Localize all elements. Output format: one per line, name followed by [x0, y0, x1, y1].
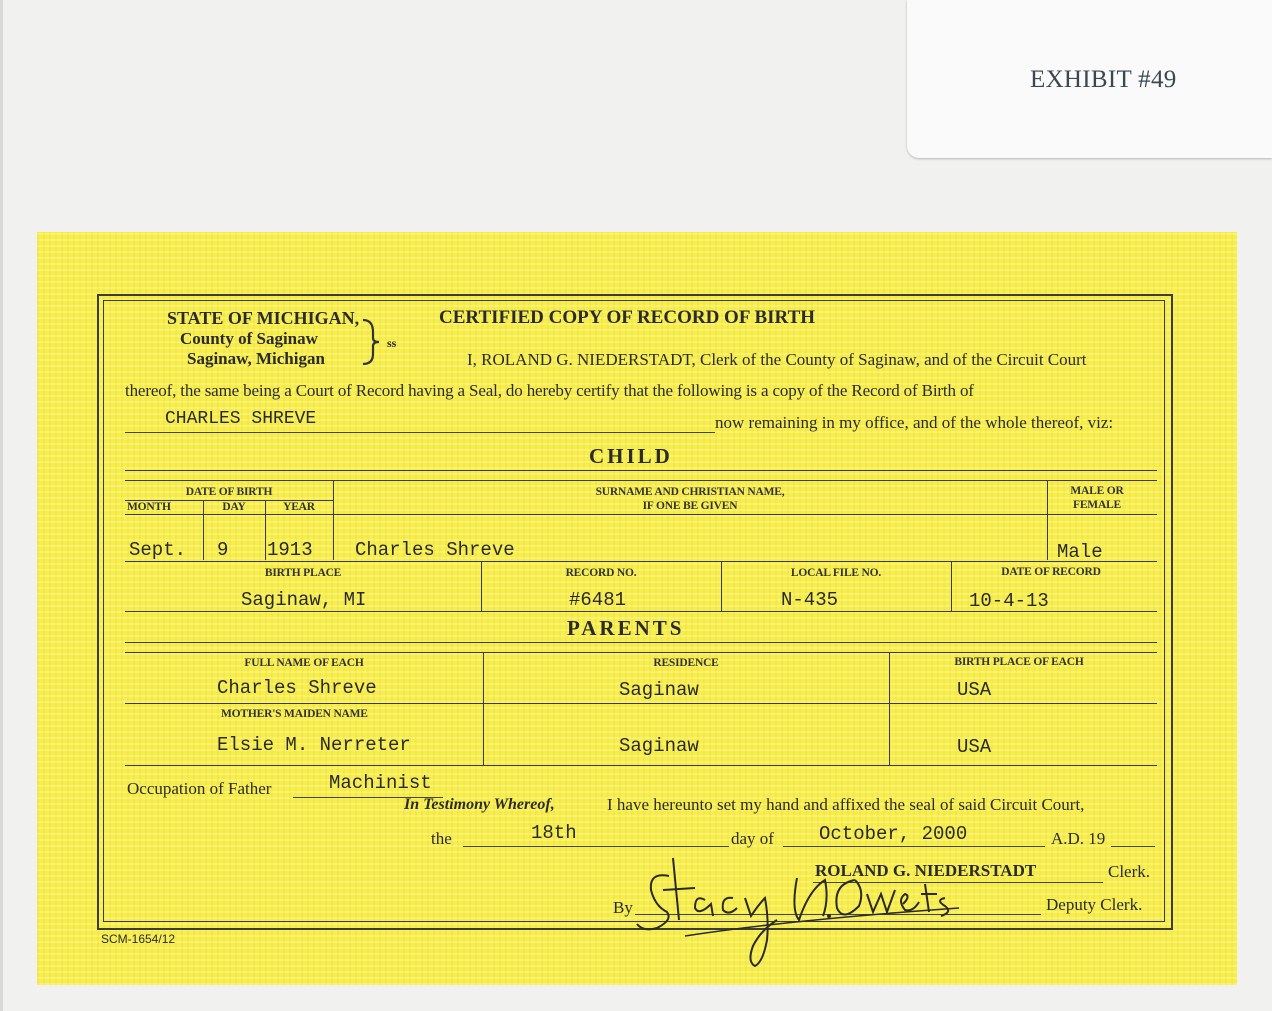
mother-residence: Saginaw	[619, 735, 699, 757]
county-label: County of Saginaw	[180, 329, 318, 348]
day-header: DAY	[222, 501, 246, 513]
day-of-label: day of	[731, 829, 774, 848]
exhibit-label: EXHIBIT #49	[1030, 66, 1177, 93]
clerk-name: ROLAND G. NIEDERSTADT	[815, 861, 1037, 880]
certificate-title: CERTIFIED COPY OF RECORD OF BIRTH	[439, 307, 816, 328]
divider	[889, 652, 890, 765]
ss-label: ss	[387, 336, 397, 350]
divider	[125, 561, 1157, 562]
birth-place: Saginaw, MI	[241, 589, 367, 611]
city-label: Saginaw, Michigan	[187, 349, 325, 368]
divider	[125, 642, 1157, 643]
month-header: MONTH	[127, 501, 171, 513]
date-of-record-header: DATE OF RECORD	[1001, 566, 1101, 578]
statement-line-2: thereof, the same being a Court of Record having a Seal, do hereby certify that the following is a copy of the Record of Birth of	[125, 381, 974, 400]
father-residence: Saginaw	[619, 679, 699, 701]
mother-name: Elsie M. Nerreter	[217, 734, 411, 756]
day-underline	[463, 846, 729, 847]
record-no-header: RECORD NO.	[565, 567, 637, 579]
sex-header: MALE OR	[1070, 485, 1124, 497]
child-name: Charles Shreve	[355, 539, 515, 561]
child-sex: Male	[1057, 541, 1103, 563]
by-label: By	[613, 898, 633, 917]
child-section-title: CHILD	[589, 444, 673, 468]
month-underline	[783, 846, 1045, 847]
statement-line-3: now remaining in my office, and of the whole thereof, viz:	[715, 413, 1114, 432]
birth-month: Sept.	[129, 539, 187, 561]
statement-line-1: I, ROLAND G. NIEDERSTADT, Clerk of the County of Saginaw, and of the Circuit Court	[467, 350, 1087, 369]
occupation-label: Occupation of Father	[127, 779, 272, 798]
mother-maiden-header: MOTHER'S MAIDEN NAME	[221, 708, 368, 720]
local-file-number: N-435	[781, 589, 839, 611]
testimony-heading: In Testimony Whereof,	[404, 796, 555, 813]
parents-section-title: PARENTS	[567, 616, 685, 640]
name-underline	[125, 432, 715, 433]
ad-label: A.D. 19	[1051, 829, 1106, 848]
handwritten-signature	[629, 850, 969, 970]
divider	[125, 611, 1157, 612]
record-number: #6481	[569, 589, 627, 611]
year-header: YEAR	[283, 501, 315, 513]
clerk-label: Clerk.	[1108, 862, 1151, 881]
divider	[125, 470, 1157, 471]
sex-header-2: FEMALE	[1073, 499, 1121, 511]
birth-day: 9	[217, 539, 229, 561]
father-occupation: Machinist	[329, 772, 432, 794]
form-number: SCM-1654/12	[101, 932, 176, 946]
surname-header: SURNAME AND CHRISTIAN NAME,	[595, 486, 785, 498]
state-label: STATE OF MICHIGAN,	[167, 308, 360, 328]
paper-edge	[0, 0, 3, 1011]
father-birthplace: USA	[957, 679, 992, 701]
exhibit-sticker	[907, 0, 1272, 158]
divider	[125, 703, 1157, 704]
birth-place-header: BIRTH PLACE	[264, 567, 342, 579]
divider	[125, 480, 1157, 481]
brace-icon	[359, 318, 385, 366]
testimony-text: I have hereunto set my hand and affixed the seal of said Circuit Court,	[607, 795, 1085, 814]
local-file-header: LOCAL FILE NO.	[790, 567, 882, 579]
residence-header: RESIDENCE	[653, 657, 719, 669]
surname-header-2: IF ONE BE GIVEN	[642, 500, 738, 512]
testimony-month-year: October, 2000	[819, 823, 968, 845]
divider	[125, 765, 1157, 766]
deputy-clerk-label: Deputy Clerk.	[1046, 895, 1143, 914]
birth-year: 1913	[267, 539, 313, 561]
birth-certificate	[37, 232, 1237, 985]
parent-name-header: FULL NAME OF EACH	[244, 657, 364, 669]
dob-header: DATE OF BIRTH	[185, 486, 273, 498]
divider	[125, 514, 1157, 515]
registrant-name: CHARLES SHREVE	[165, 409, 317, 429]
testimony-day: 18th	[531, 822, 577, 844]
divider	[125, 652, 1157, 653]
date-of-record: 10-4-13	[969, 590, 1049, 612]
birthplace-each-header: BIRTH PLACE OF EACH	[954, 656, 1084, 668]
ad-underline	[1111, 846, 1155, 847]
the-label: the	[431, 829, 452, 848]
father-name: Charles Shreve	[217, 677, 377, 699]
mother-birthplace: USA	[957, 736, 992, 758]
